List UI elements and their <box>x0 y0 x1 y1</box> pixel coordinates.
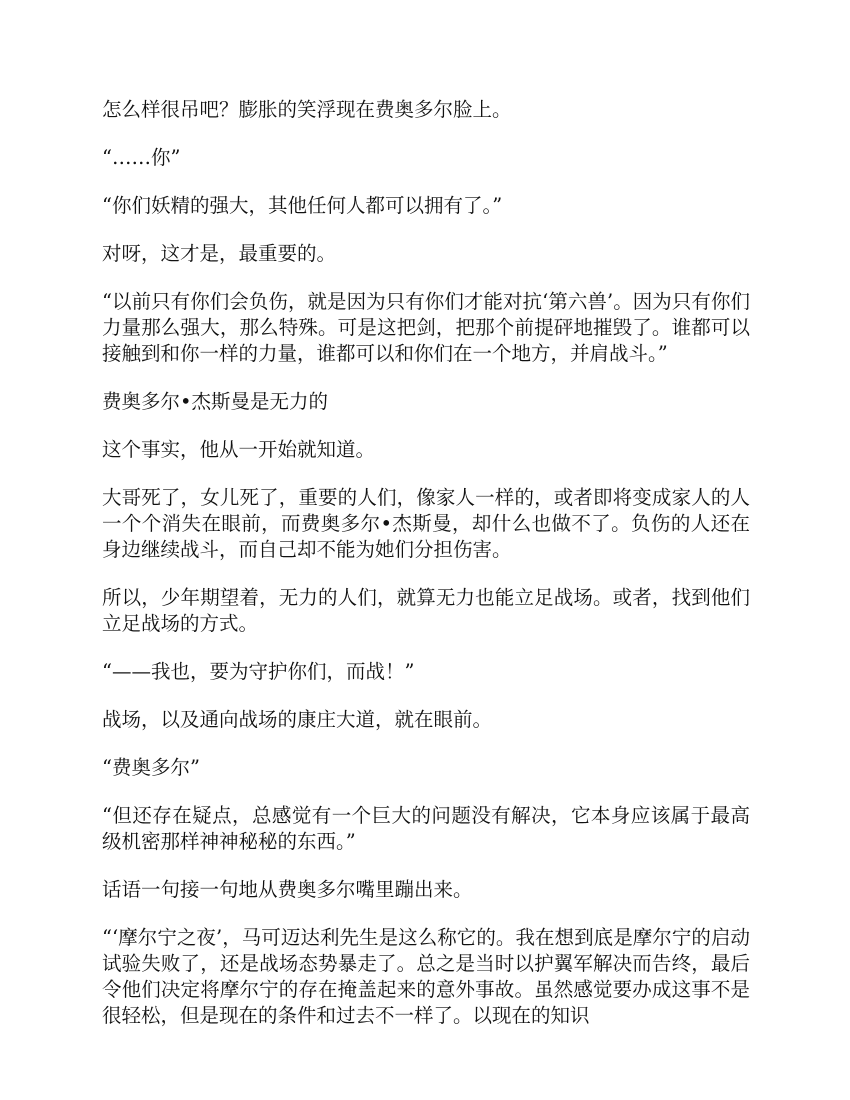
paragraph: 费奥多尔•杰斯曼是无力的 <box>102 390 329 413</box>
paragraph: 怎么样很吊吧？膨胀的笑浮现在费奥多尔脸上。 <box>102 98 512 121</box>
paragraph: “费奥多尔” <box>102 756 200 779</box>
paragraph: 战场，以及通向战场的康庄大道，就在眼前。 <box>102 708 493 731</box>
paragraph: 这个事实，他从一开始就知道。 <box>102 438 376 461</box>
document-page <box>102 97 750 1051</box>
paragraph: 大哥死了，女儿死了，重要的人们，像家人一样的，或者即将变成家人的人一个个消失在眼前，而费奥多尔•杰斯曼，却什么也做不了。负伤的人还在身边继续战斗，而自己却不能为她们分担伤害。 <box>102 486 750 561</box>
paragraph: “……你” <box>102 146 181 169</box>
paragraph: 所以，少年期望着，无力的人们，就算无力也能立足战场。或者，找到他们立足战场的方式。 <box>102 586 750 635</box>
paragraph: “但还存在疑点，总感觉有一个巨大的问题没有解决，它本身应该属于最高级机密那样神神秘秘的东西。” <box>102 804 750 853</box>
paragraph: 话语一句接一句地从费奥多尔嘴里蹦出来。 <box>102 878 473 901</box>
paragraph: 对呀，这才是，最重要的。 <box>102 242 337 265</box>
paragraph: “‘摩尔宁之夜’，马可迈达利先生是这么称它的。我在想到底是摩尔宁的启动试验失败了，还是战场态势暴走了。总之是当时以护翼军解决而告终，最后令他们决定将摩尔宁的存在掩盖起来的意外事故。虽然感觉要办成这事不是很轻松，但是现在的条件和过去不一样了。以现在的知识 <box>102 926 750 1027</box>
paragraph: “你们妖精的强大，其他任何人都可以拥有了。” <box>102 194 503 217</box>
paragraph: “以前只有你们会负伤，就是因为只有你们才能对抗‘第六兽’。因为只有你们力量那么强大，那么特殊。可是这把剑，把那个前提砰地摧毁了。谁都可以接触到和你一样的力量，谁都可以和你们在一个地方，并肩战斗。” <box>102 290 750 365</box>
paragraph: “——我也，要为守护你们，而战！” <box>102 660 415 683</box>
